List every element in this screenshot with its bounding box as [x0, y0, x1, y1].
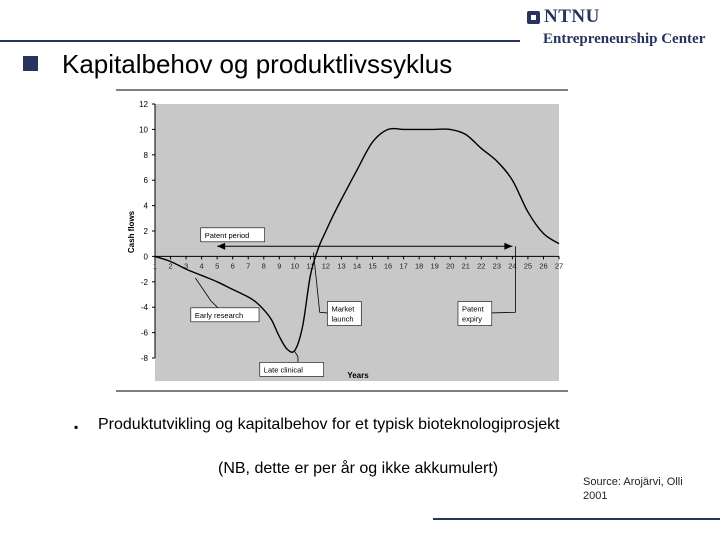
x-tick-label: 4 — [199, 261, 204, 271]
x-tick-label: 11 — [306, 261, 315, 271]
slide-title: Kapitalbehov og produktlivssyklus — [62, 49, 453, 79]
annotation-label: Patent period — [204, 230, 250, 240]
y-tick-label: 4 — [143, 201, 148, 211]
logo-name: NTNU — [544, 6, 600, 27]
y-tick-label: -4 — [140, 303, 148, 313]
annotation-label-line: Market — [331, 304, 355, 314]
x-tick-label: 15 — [368, 261, 377, 271]
x-tick-label: 10 — [290, 261, 300, 271]
x-tick-label: 26 — [539, 261, 548, 271]
y-tick-label: 6 — [143, 176, 148, 186]
source-line-1: Source: Arojärvi, Olli — [583, 476, 683, 488]
y-tick-label: 8 — [143, 150, 148, 160]
y-tick-label: -2 — [140, 277, 148, 287]
y-tick-label: 12 — [139, 100, 148, 109]
x-tick-label: 21 — [461, 261, 470, 271]
x-tick-label: 2 — [168, 261, 173, 271]
x-tick-label: 5 — [215, 261, 220, 271]
y-tick-label: 2 — [143, 227, 148, 236]
plot-background — [152, 104, 559, 381]
x-tick-label: 7 — [246, 261, 251, 271]
annotation-label-line: launch — [331, 314, 354, 324]
annotation-label-line: expiry — [461, 314, 482, 324]
x-tick-label: 24 — [508, 261, 517, 271]
x-tick-label: 22 — [477, 261, 486, 271]
y-axis-label: Cash flows — [127, 210, 136, 254]
x-tick-label: 17 — [399, 261, 408, 271]
x-tick-label: 16 — [383, 261, 393, 271]
source-citation — [583, 475, 713, 503]
y-tick-label: -8 — [140, 354, 148, 363]
x-tick-label: 8 — [261, 261, 266, 271]
y-tick-label: 0 — [143, 252, 148, 262]
y-tick-label: 10 — [139, 125, 148, 135]
x-tick-label: 18 — [414, 261, 424, 271]
ntnu-logo — [527, 6, 717, 52]
annotation-label: Late clinical — [263, 365, 303, 375]
bullet-text: Produktutvikling og kapitalbehov for et typisk bioteknologiprosjekt — [98, 416, 560, 433]
y-tick-label: -6 — [140, 328, 148, 338]
x-tick-label: 1 — [152, 261, 158, 271]
x-axis-label: Years — [347, 371, 369, 380]
annotation-label: Early research — [194, 310, 244, 320]
annotation-label — [331, 305, 355, 324]
x-tick-label: 27 — [554, 261, 564, 271]
x-tick-label: 14 — [352, 261, 362, 271]
annotation-label-line: Patent — [461, 304, 484, 314]
x-tick-label: 25 — [523, 261, 533, 271]
ntnu-logo-icon — [527, 11, 540, 24]
x-tick-label: 19 — [430, 261, 439, 271]
bottom-rule — [433, 518, 720, 520]
x-tick-label: 9 — [277, 261, 282, 271]
logo-subtitle: Entrepreneurship Center — [543, 31, 706, 47]
x-tick-label: 20 — [446, 261, 455, 271]
cash-flow-chart — [114, 88, 570, 393]
top-rule — [0, 40, 520, 42]
x-tick-label: 13 — [337, 261, 346, 271]
annotation-label — [462, 305, 485, 324]
x-tick-label: 12 — [321, 261, 331, 271]
x-tick-label: 23 — [492, 261, 502, 271]
x-tick-label: 6 — [230, 261, 235, 271]
title-bullet-icon — [23, 56, 38, 71]
note-text: (NB, dette er per år og ikke akkumulert) — [218, 460, 499, 477]
bullet-icon: ▪ — [74, 420, 79, 434]
x-tick-label: 3 — [183, 261, 189, 271]
source-line-2: 2001 — [583, 490, 608, 502]
